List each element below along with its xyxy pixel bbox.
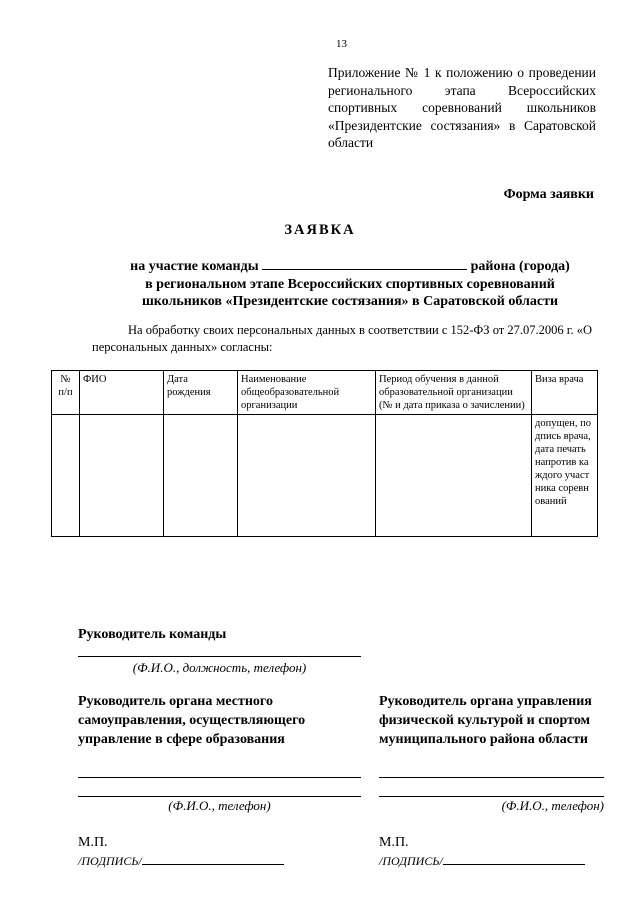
district-blank[interactable]: [262, 256, 467, 270]
page-number: 13: [336, 38, 347, 50]
team-leader-signature-line[interactable]: [78, 656, 361, 657]
header-cell: Виза врача: [532, 371, 598, 415]
table-cell[interactable]: [164, 415, 238, 537]
form-label: Форма заявки: [503, 187, 594, 202]
education-head-line-1[interactable]: [78, 777, 361, 778]
header-cell: ФИО: [80, 371, 164, 415]
subtitle-line-2: в региональном этапе Всероссийских спортивных соревнований: [145, 276, 555, 292]
table-cell[interactable]: [376, 415, 532, 537]
education-head-caption: (Ф.И.О., телефон): [168, 798, 271, 813]
header-cell: Период обучения в данной образовательной организации (№ и дата приказа о зачислении): [376, 371, 532, 415]
team-leader-caption: (Ф.И.О., должность, телефон): [132, 660, 307, 675]
doctor-visa-note: допущен, подпись врача, дата печать напротив каждого участника соревнований: [532, 415, 598, 537]
sport-head-signature-slot[interactable]: [443, 863, 585, 865]
header-cell: Дата рождения: [164, 371, 238, 415]
document-subtitle: [60, 256, 640, 311]
table-cell[interactable]: [80, 415, 164, 537]
table-cell[interactable]: [238, 415, 376, 537]
sport-head-stamp: М.П. /ПОДПИСЬ/: [379, 833, 585, 871]
sport-head-caption: (Ф.И.О., телефон): [501, 798, 604, 813]
education-head-stamp: М.П. /ПОДПИСЬ/: [78, 833, 284, 871]
participants-table: [51, 370, 598, 537]
sport-head-line-1[interactable]: [379, 777, 604, 778]
consent-text: На обработку своих персональных данных в соответствии с 152-ФЗ от 27.07.2006 г. «О персональных данных» согласны:: [92, 323, 592, 354]
header-cell: № п/п: [52, 371, 80, 415]
header-cell: Наименование общеобразовательной организации: [238, 371, 376, 415]
education-head-line-2[interactable]: [78, 796, 361, 797]
subtitle-line-3: школьников «Президентские состязания» в Саратовской области: [141, 294, 559, 309]
table-header-row: [52, 371, 598, 415]
table-cell[interactable]: [52, 415, 80, 537]
subtitle-line-1: на участие команды района (города): [60, 256, 640, 276]
table-row: [52, 415, 598, 537]
education-head-label: Руководитель органа местного самоуправления, осуществляющего управление в сфере образования: [78, 694, 306, 747]
team-leader-label: Руководитель команды: [78, 627, 227, 642]
document-title: ЗАЯВКА: [284, 222, 356, 238]
sport-head-label: Руководитель органа управления физической культурой и спортом муниципального района области: [379, 694, 592, 747]
appendix-note: Приложение № 1 к положению о проведении регионального этапа Всероссийских спортивных соревнований школьников «Президентские состязания» в Саратовской области: [328, 65, 596, 150]
sport-head-line-2[interactable]: [379, 796, 604, 797]
education-head-signature-slot[interactable]: [142, 863, 284, 865]
